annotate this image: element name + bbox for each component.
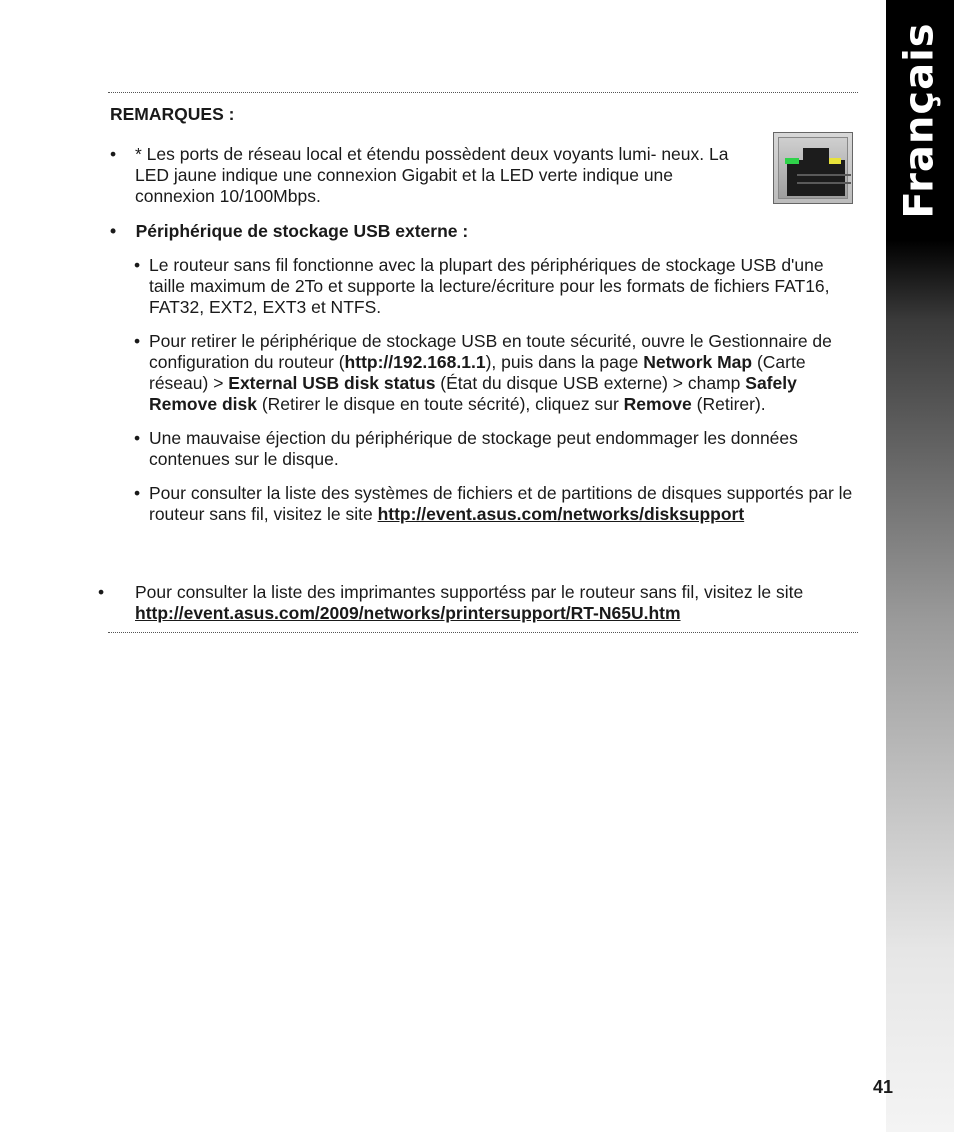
list-item: • Pour retirer le périphérique de stockage USB en toute sécurité, ouvre le Gestionnaire de configuration du routeur (http://192.168.1.1), puis dans la page Network Map (Carte réseau) > External USB disk status (État du disque USB externe) > champ Safely Remove disk (Retirer le disque en toute sécrité), cliquez sur Remove (Retirer). (134, 331, 832, 414)
list-item: • Le routeur sans fil fonctionne avec la plupart des périphériques de stockage USB d'une taille maximum de 2To et supporte la lecture/écriture pour les formats de fichiers FAT16, FAT32, EXT2, EXT3 et NTFS. (134, 255, 830, 317)
ethernet-port-image (773, 132, 853, 204)
usb-notes-list (134, 255, 858, 538)
led-note-line2: neux. La LED jaune indique une connexion Gigabit et la LED verte indique une connexion 10/100Mbps. (135, 144, 729, 206)
printer-support-link[interactable]: http://event.asus.com/2009/networks/printersupport/RT-N65U.htm (135, 603, 681, 623)
notes-heading: REMARQUES : (110, 104, 235, 124)
led-note (110, 144, 730, 207)
disk-support-link[interactable]: http://event.asus.com/networks/disksupport (377, 504, 745, 524)
printer-note: • Pour consulter la liste des imprimantes supportéss par le routeur sans fil, visitez le site http://event.asus.com/2009/networks/printersupport/RT-N65U.htm (98, 582, 804, 623)
router-url: http://192.168.1.1 (344, 352, 486, 372)
usb-storage-heading: • Périphérique de stockage USB externe : (110, 221, 469, 241)
led-note-line1: * Les ports de réseau local et étendu possèdent deux voyants lumi- (135, 144, 657, 164)
top-dotted-divider (108, 92, 858, 93)
list-item: • Pour consulter la liste des systèmes de fichiers et de partitions de disques supportés par le routeur sans fil, visitez le site http://event.asus.com/networks/disksupport (134, 483, 853, 524)
yellow-led-icon (829, 158, 841, 164)
language-tab-title (886, 0, 954, 240)
bottom-dotted-divider (108, 632, 858, 633)
list-item: • Une mauvaise éjection du périphérique de stockage peut endommager les données contenues sur le disque. (134, 428, 798, 469)
green-led-icon (785, 158, 799, 164)
bullet: • (110, 144, 117, 164)
language-label: Français (896, 21, 943, 219)
page-number: 41 (873, 1077, 894, 1097)
